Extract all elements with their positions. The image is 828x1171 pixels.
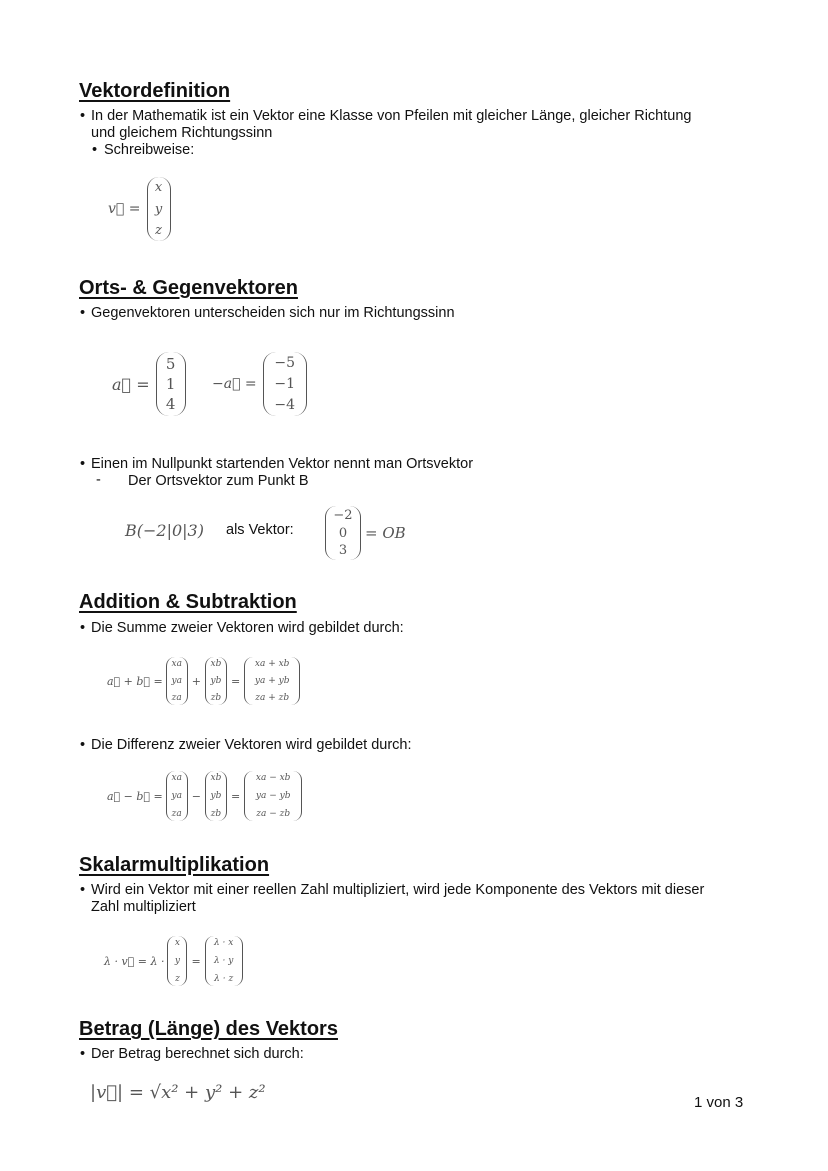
- gegenvektoren-text: Gegenvektoren unterscheiden sich nur im Richtungssinn: [91, 305, 455, 321]
- component: y: [154, 201, 163, 217]
- heading-betrag: Betrag (Länge) des Vektors: [79, 1018, 338, 1040]
- bullet: •: [80, 1046, 86, 1062]
- component: −4: [274, 397, 295, 413]
- component: xb: [210, 773, 222, 783]
- component: x: [174, 938, 180, 948]
- component: z: [155, 223, 162, 238]
- heading-addition-subtraktion: Addition & Subtraktion: [79, 591, 297, 613]
- component: xb: [210, 659, 222, 669]
- skalar-text-line2: Zahl multipliziert: [91, 899, 196, 915]
- bullet: •: [80, 456, 86, 472]
- component: 1: [165, 375, 176, 393]
- component: y: [174, 956, 180, 966]
- bullet: •: [80, 108, 86, 124]
- equals-operator: =: [230, 674, 241, 688]
- component: −2: [333, 508, 353, 523]
- component: ya + yb: [254, 676, 290, 686]
- component: zb: [210, 809, 222, 819]
- component: λ · z: [214, 974, 234, 984]
- formula-lhs: λ · v⃗ = λ ·: [104, 954, 165, 968]
- component: x: [154, 180, 163, 195]
- component: 3: [338, 543, 348, 558]
- vektordef-text-line1: In der Mathematik ist ein Vektor eine Klasse von Pfeilen mit gleicher Länge, gleicher Richtung: [91, 108, 692, 124]
- betrag-formula: |v⃗| = √x² + y² + z²: [90, 1082, 266, 1103]
- bullet: •: [80, 737, 86, 753]
- ortsvektor-punkt-b-text: Der Ortsvektor zum Punkt B: [128, 473, 309, 489]
- formula-lhs: −a⃗ =: [212, 376, 257, 392]
- vector-sum-formula: [107, 656, 300, 706]
- heading-skalarmultiplikation: Skalarmultiplikation: [79, 854, 270, 876]
- formula-lhs: a⃗ =: [112, 374, 150, 394]
- bullet: •: [80, 620, 86, 636]
- point-b: B(−2|0|3): [125, 521, 204, 540]
- vector-v-formula: [108, 176, 171, 242]
- component: z: [175, 974, 180, 984]
- component: ya: [171, 676, 182, 686]
- component: λ · y: [213, 956, 234, 966]
- vector-a-formula: [112, 351, 186, 417]
- component: xa + xb: [254, 659, 290, 669]
- equals-operator: =: [191, 954, 201, 968]
- component: λ · x: [213, 938, 234, 948]
- component: ya: [171, 791, 182, 801]
- bullet: •: [92, 142, 98, 158]
- summe-text: Die Summe zweier Vektoren wird gebildet durch:: [91, 620, 404, 636]
- differenz-text: Die Differenz zweier Vektoren wird gebildet durch:: [91, 737, 412, 753]
- component: zb: [210, 693, 222, 703]
- formula-lhs: v⃗ =: [108, 201, 141, 217]
- component: 0: [338, 525, 348, 541]
- component: za − zb: [256, 809, 291, 819]
- bullet: •: [80, 882, 86, 898]
- vector-ob-formula: [325, 505, 406, 561]
- component: za + zb: [255, 693, 290, 703]
- component: xa: [171, 773, 182, 783]
- equals-operator: =: [230, 789, 241, 803]
- formula-lhs: a⃗ + b⃗ =: [107, 674, 163, 688]
- component: 5: [165, 355, 176, 373]
- formula-lhs: a⃗ − b⃗ =: [107, 789, 163, 803]
- page-number: 1 von 3: [694, 1094, 744, 1111]
- component: −1: [274, 376, 295, 392]
- component: za: [171, 809, 182, 819]
- betrag-text: Der Betrag berechnet sich durch:: [91, 1046, 304, 1062]
- heading-vektordefinition: Vektordefinition: [79, 80, 231, 102]
- formula-rhs: = OB: [365, 524, 406, 542]
- vector-diff-formula: [107, 770, 302, 822]
- ortsvektor-text: Einen im Nullpunkt startenden Vektor nennt man Ortsvektor: [91, 456, 474, 472]
- component: za: [171, 693, 182, 703]
- skalar-text-line1: Wird ein Vektor mit einer reellen Zahl multipliziert, wird jede Komponente des Vektors mit dieser: [91, 882, 705, 898]
- als-vektor-label: als Vektor:: [226, 522, 294, 538]
- minus-operator: −: [191, 789, 201, 803]
- vektordef-text-line2: und gleichem Richtungssinn: [91, 125, 273, 141]
- dash-bullet: -: [96, 472, 101, 488]
- component: yb: [210, 791, 222, 801]
- scalar-mult-formula: [104, 935, 243, 987]
- component: yb: [210, 676, 222, 686]
- bullet: •: [80, 305, 86, 321]
- component: xa: [171, 659, 182, 669]
- component: ya − yb: [255, 791, 291, 801]
- plus-operator: +: [191, 674, 201, 688]
- component: 4: [165, 395, 176, 413]
- component: xa − xb: [255, 773, 291, 783]
- vector-neg-a-formula: [212, 351, 307, 417]
- heading-orts-gegenvektoren: Orts- & Gegenvektoren: [79, 277, 298, 299]
- component: −5: [274, 355, 295, 371]
- schreibweise-label: Schreibweise:: [104, 142, 195, 158]
